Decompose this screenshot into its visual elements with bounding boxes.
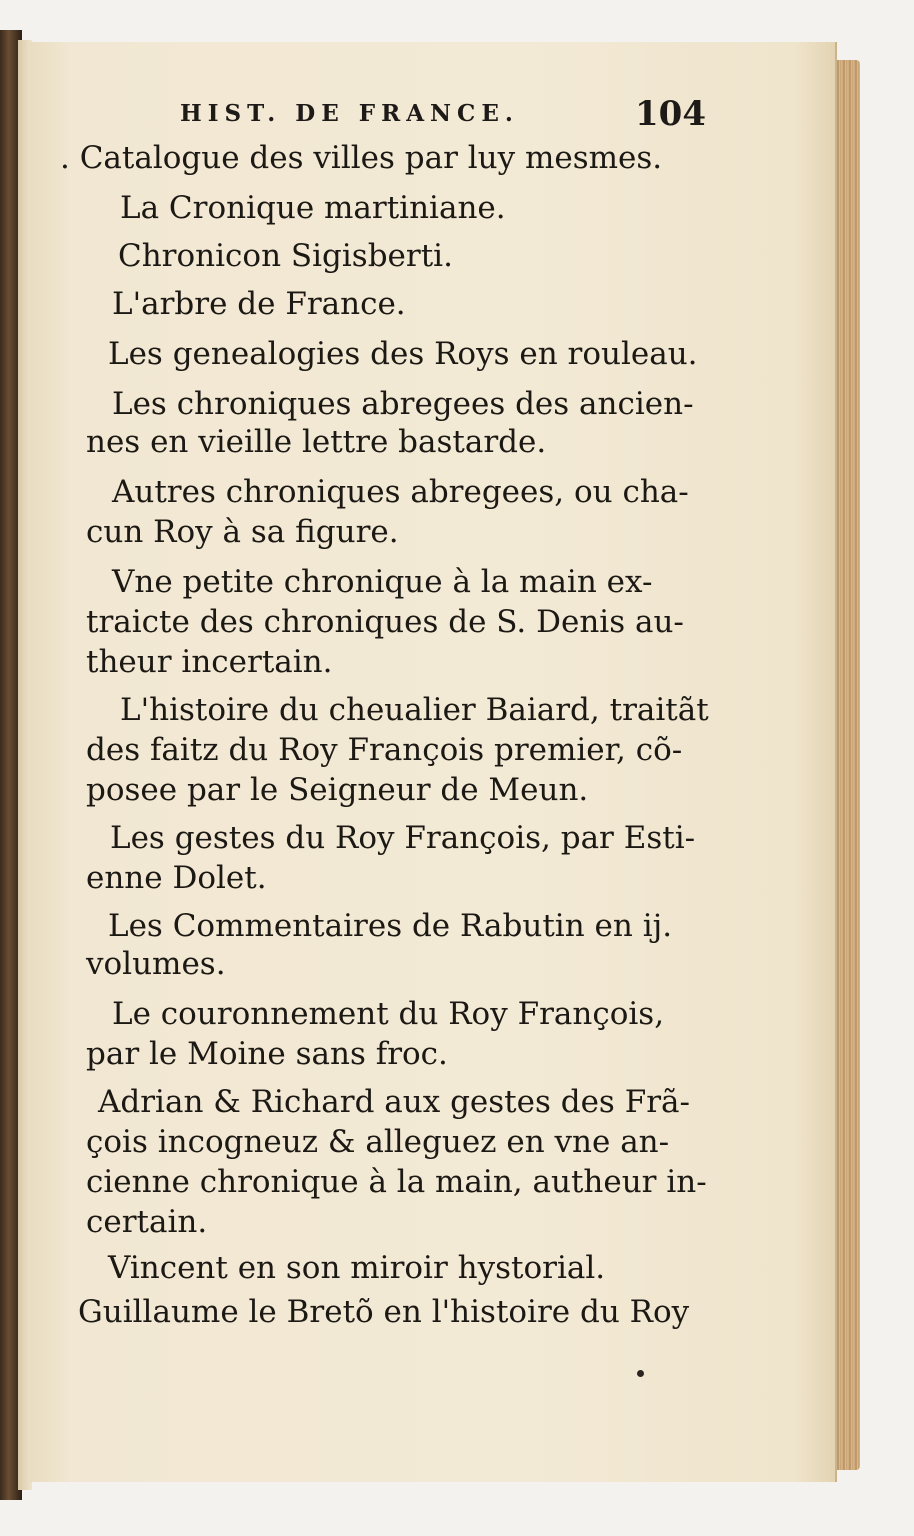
text-line: volumes. [86, 946, 226, 982]
text-line: Les genealogies des Roys en rouleau. [108, 336, 698, 372]
text-line: çois incogneuz & alleguez en vne an- [86, 1124, 670, 1160]
text-line: cun Roy à sa figure. [86, 514, 399, 550]
text-line: posee par le Seigneur de Meun. [86, 772, 589, 808]
text-line: cienne chronique à la main, autheur in- [86, 1164, 707, 1200]
text-line: L'histoire du cheualier Baiard, traitãt [120, 692, 709, 728]
text-line: Le couronnement du Roy François, [112, 996, 665, 1032]
text-line: L'arbre de France. [112, 286, 406, 322]
text-line: Vincent en son miroir hystorial. [108, 1250, 606, 1286]
text-line: Adrian & Richard aux gestes des Frã- [98, 1084, 690, 1120]
text-line: enne Dolet. [86, 860, 267, 896]
ink-speck [637, 1370, 644, 1377]
text-line: Guillaume le Bretõ en l'histoire du Roy [78, 1294, 690, 1330]
text-line: La Cronique martiniane. [120, 190, 506, 226]
text-line: Les Commentaires de Rabutin en ij. [108, 908, 673, 944]
text-line: par le Moine sans froc. [86, 1036, 448, 1072]
text-line: Les chroniques abregees des ancien- [112, 386, 694, 422]
page-number: 104 [635, 94, 706, 134]
running-title: HIST. DE FRANCE. [180, 100, 519, 127]
text-line: nes en vieille lettre bastarde. [86, 424, 547, 460]
text-line: Vne petite chronique à la main ex- [112, 564, 653, 600]
text-line: des faitz du Roy François premier, cõ- [86, 732, 683, 768]
text-line: Autres chroniques abregees, ou cha- [112, 474, 689, 510]
text-line: Chronicon Sigisberti. [118, 238, 453, 274]
text-line: . Catalogue des villes par luy mesmes. [60, 140, 663, 176]
text-line: certain. [86, 1204, 208, 1240]
text-line: traicte des chroniques de S. Denis au- [86, 604, 684, 640]
book-page [30, 42, 835, 1482]
text-line: theur incertain. [86, 644, 333, 680]
text-line: Les gestes du Roy François, par Esti- [110, 820, 696, 856]
